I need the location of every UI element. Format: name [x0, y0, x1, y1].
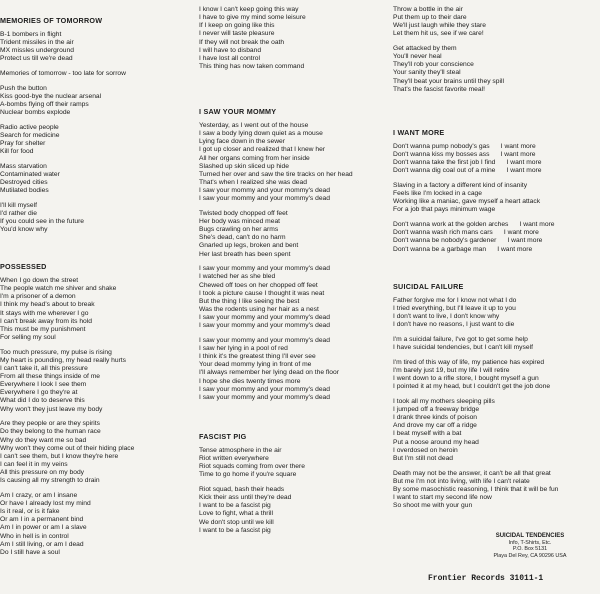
- lyric-line: Working like a maniac, gave myself a heart attack: [393, 198, 541, 206]
- lyric-line: Slashed up skin sliced up hide: [199, 162, 289, 170]
- lyric-line: I tried everything, but I'll leave it up to you: [393, 305, 516, 313]
- lyric-line: Who in hell is in control: [0, 532, 69, 540]
- lyric-line: I took a picture cause I thought it was neat: [199, 289, 325, 297]
- lyric-line: Put a noose around my head: [393, 438, 479, 446]
- lyric-line: Let them hit us, see if we care!: [393, 30, 484, 38]
- stanza: [199, 486, 389, 535]
- song-memories-of-tomorrow: [0, 16, 190, 241]
- lyric-line: Or am I in a permanent bind: [0, 516, 84, 524]
- lyric-line: I'm tired of this way of life, my patience has expired: [393, 358, 545, 366]
- lyric-line: I can't see them, but I know they're here: [0, 452, 119, 460]
- lyric-line: B-1 bombers in flight: [0, 31, 62, 38]
- lyric-line: I want to be a fascist pig: [199, 502, 271, 510]
- stanza: [393, 398, 583, 463]
- lyric-line: Love to fight, what a thrill: [199, 510, 273, 518]
- lyric-line: All her organs coming from her inside: [199, 154, 310, 162]
- stanza: [0, 420, 190, 485]
- song-suicidal-failure: [393, 282, 583, 517]
- lyric-line: Kill for food: [0, 148, 34, 156]
- stanza: [393, 470, 583, 511]
- stanza: [0, 349, 190, 414]
- lyric-line: I'm a prisoner of a demon: [0, 293, 76, 301]
- lyric-line: I beat myself with a bat: [393, 430, 462, 438]
- lyric-line: Search for medicine: [0, 131, 60, 139]
- lyric-line: Don't wanna work at the golden arches I want more: [393, 221, 555, 229]
- lyric-line: Mutilated bodies: [0, 187, 49, 195]
- lyric-line: MX missles underground: [0, 47, 74, 55]
- lyric-line: Was the rodents using her hair as a nest: [199, 305, 319, 313]
- lyric-line: A-bombs flying off their ramps: [0, 100, 89, 108]
- song-title: I SAW YOUR MOMMY: [199, 107, 277, 116]
- lyric-line: Tense atmosphere in the air: [199, 447, 282, 454]
- lyric-line: When I go down the street: [0, 277, 79, 284]
- song-title: I WANT MORE: [393, 128, 445, 137]
- lyric-line: I overdosed on heroin: [393, 446, 458, 454]
- stanza: [0, 202, 190, 235]
- lyric-line: Why do they want me so bad: [0, 436, 87, 444]
- song-continued: [199, 6, 389, 78]
- stanza: [393, 297, 583, 330]
- lyric-line: I'll always remember her lying dead on the floor: [199, 369, 339, 377]
- lyric-line: Pray for shelter: [0, 140, 46, 148]
- stanza: [199, 210, 389, 259]
- lyric-line: For selling my soul: [0, 333, 56, 341]
- lyric-line: I jumped off a freeway bridge: [393, 406, 480, 414]
- lyric-line: You'd know why: [0, 226, 48, 234]
- lyric-line: Is causing all my strength to drain: [0, 477, 100, 485]
- lyric-line: I'd rather die: [0, 210, 37, 218]
- lyric-line: I can feel it in my veins: [0, 460, 68, 468]
- stanza: [0, 492, 190, 557]
- stanza: [199, 447, 389, 480]
- song-title: POSSESSED: [0, 262, 47, 271]
- lyric-line: Throw a bottle in the air: [393, 6, 463, 13]
- lyric-line: I want to start my second life now: [393, 493, 492, 501]
- lyric-line: I want to be a fascist pig: [199, 526, 271, 534]
- band-name: SUICIDAL TENDENCIES: [495, 533, 565, 539]
- song-title: FASCIST PIG: [199, 432, 247, 441]
- stanza: [393, 359, 583, 392]
- lyric-line: I think it's the greatest thing I'll ever see: [199, 353, 316, 361]
- lyric-line: I can't break away from its hold: [0, 317, 92, 325]
- stanza: [0, 277, 190, 342]
- lyric-line: Is it real, or is it fake: [0, 508, 60, 516]
- lyric-line: From all these things inside of me: [0, 373, 100, 381]
- lyric-line: Your dead mommy lying in front of me: [199, 361, 312, 369]
- lyric-line: Everywhere I go they're at: [0, 389, 78, 397]
- lyric-line: Yesterday, as I went out of the house: [199, 122, 309, 129]
- lyric-line: Riot written everywhere: [199, 455, 269, 463]
- lyric-line: If you could see in the future: [0, 218, 85, 226]
- lyric-line: Or have I already lost my mind: [0, 500, 91, 508]
- lyric-line: Why won't they come out of their hiding place: [0, 444, 135, 452]
- lyric-line: Am I still living, or am I dead: [0, 540, 84, 548]
- lyric-line: I think my head's about to break: [0, 301, 95, 309]
- lyric-line: Put them up to their dare: [393, 14, 467, 22]
- lyric-line: I pointed it at my head, but I couldn't get the job done: [393, 383, 551, 391]
- lyric-line: I saw your mommy and your mommy's dead: [199, 265, 330, 273]
- stanza: [393, 143, 583, 176]
- lyric-line: Everywhere I look I see them: [0, 381, 87, 389]
- lyric-line: But I'm still not dead: [393, 454, 454, 462]
- song-title: MEMORIES OF TOMORROW: [0, 16, 103, 25]
- lyric-line: Mass starvation: [0, 162, 47, 170]
- lyric-line: Riot squad, bash their heads: [199, 486, 285, 494]
- lyric-line: Too much pressure, my pulse is rising: [0, 348, 112, 356]
- lyric-line: I went down to a rifle store, I bought myself a gun: [393, 375, 539, 383]
- lyric-line: Her last breath has been spent: [199, 250, 291, 258]
- lyric-line: And drove my car off a ridge: [393, 422, 477, 430]
- lyric-line: I can't take it, all this pressure: [0, 364, 88, 372]
- lyric-line: I saw your mommy and your mommy's dead: [199, 187, 330, 195]
- lyric-line: Twisted body chopped off feet: [199, 209, 288, 217]
- lyric-line: This thing has now taken command: [199, 62, 305, 70]
- credits-line-3: Playa Del Rey, CA 90296 USA: [493, 552, 567, 559]
- lyric-line: I don't want to live, I don't know why: [393, 313, 500, 321]
- stanza: [393, 45, 583, 94]
- lyric-line: I saw your mommy and your mommy's dead: [199, 322, 330, 330]
- lyric-line: I saw your mommy and your mommy's dead: [199, 314, 330, 322]
- lyric-line: Contaminated water: [0, 170, 60, 178]
- stanza: [393, 182, 583, 215]
- lyric-line: She's dead, can't do no harm: [199, 234, 286, 242]
- lyric-line: I saw a body lying down quiet as a mouse: [199, 130, 323, 138]
- song-title: SUICIDAL FAILURE: [393, 282, 464, 291]
- lyric-line: Father forgive me for I know not what I do: [393, 297, 517, 304]
- stanza: [0, 70, 190, 78]
- stanza: [199, 122, 389, 203]
- lyric-line: Riot squads coming from over there: [199, 463, 305, 471]
- lyric-line: That's the fascist favorite meal!: [393, 85, 485, 93]
- credits-line-2: P.O. Box 5131: [512, 546, 548, 553]
- lyric-line: I have lost all control: [199, 54, 260, 62]
- song-i-saw-your-mommy: [199, 107, 389, 409]
- lyric-line: Are they people or are they spirits: [0, 420, 100, 428]
- stanza: [199, 6, 389, 71]
- lyric-line: Do I still have a soul: [0, 548, 60, 556]
- lyric-line: I saw your mommy and your mommy's dead: [199, 336, 330, 344]
- stanza: [0, 163, 190, 196]
- lyric-line: Don't wanna be a garbage man I want more: [393, 245, 533, 253]
- lyric-line: But the thing I like seeing the best: [199, 297, 300, 305]
- lyric-line: Memories of tomorrow - too late for sorrow: [0, 70, 126, 78]
- lyric-line: If I keep on going like this: [199, 22, 275, 30]
- lyric-line: Do they belong to the human race: [0, 428, 101, 436]
- lyric-line: Gnarled up legs, broken and bent: [199, 242, 299, 250]
- lyric-line: I saw her lying in a pool of red: [199, 345, 288, 353]
- lyric-line: I saw your mommy and your mommy's dead: [199, 393, 330, 401]
- lyric-line: That's when I realized she was dead: [199, 178, 307, 186]
- lyric-line: Her body was minced meat: [199, 218, 281, 226]
- lyric-line: Am I in power or am I a slave: [0, 524, 87, 532]
- lyric-line: Don't wanna kiss my bosses ass I want more: [393, 151, 536, 159]
- song-possessed: [0, 262, 190, 564]
- catalog-number: Frontier Records 31011-1: [428, 574, 544, 583]
- stanza: [393, 6, 583, 39]
- lyric-line: So shoot me with your gun: [393, 502, 473, 510]
- lyric-line: I'm barely just 19, but my life I will retire: [393, 366, 510, 374]
- lyric-line: Don't wanna dig coal out of a mine I want more: [393, 167, 542, 175]
- lyric-line: Nuclear bombs explode: [0, 109, 71, 117]
- lyric-line: Slaving in a factory a different kind of insanity: [393, 182, 528, 190]
- lyric-line: Chewed off toes on her chopped off feet: [199, 281, 318, 289]
- song-continued: [393, 6, 583, 100]
- song-fascist-pig: [199, 432, 389, 541]
- lyric-line: We'll just laugh while they stare: [393, 22, 486, 30]
- stanza: [199, 337, 389, 402]
- stanza: [393, 221, 583, 254]
- lyric-line: Time to go home if you're square: [199, 471, 297, 479]
- lyric-line: Kiss good-bye the nuclear arsenal: [0, 92, 102, 100]
- lyric-line: What did I do to deserve this: [0, 397, 85, 405]
- lyric-line: Radio active people: [0, 123, 59, 131]
- lyric-line: Don't wanna wash rich mans cars I want more: [393, 229, 539, 237]
- credits-line-1: Info, T-Shirts, Etc.: [508, 539, 552, 546]
- lyric-line: I'm a suicidal failure, I've got to get some help: [393, 336, 528, 344]
- stanza: [0, 85, 190, 118]
- lyric-line: Don't wanna be nobody's gardener I want more: [393, 237, 543, 245]
- lyric-line: Destroyed cities: [0, 179, 48, 187]
- lyric-line: Don't wanna take the first job I find I want more: [393, 159, 542, 167]
- lyric-line: But me I'm not into living, with life I can't relate: [393, 477, 530, 485]
- lyric-line: Lying face down in the sewer: [199, 138, 285, 146]
- lyric-line: I never will taste pleasure: [199, 30, 275, 38]
- lyric-line: I'll kill myself: [0, 201, 37, 209]
- lyric-line: Bugs crawling on her arms: [199, 226, 279, 234]
- stanza: [0, 124, 190, 157]
- lyric-line: We don't stop until we kill: [199, 518, 274, 526]
- lyric-line: I hope she dies twenty times more: [199, 377, 301, 385]
- lyric-line: My heart is pounding, my head really hurts: [0, 356, 127, 364]
- lyric-line: Kick their ass until they're dead: [199, 494, 292, 502]
- lyric-line: I saw your mommy and your mommy's dead: [199, 385, 330, 393]
- lyric-line: Get attacked by them: [393, 45, 457, 53]
- lyric-line: I saw your mommy and your mommy's dead: [199, 195, 330, 203]
- lyric-line: Why won't they just leave my body: [0, 405, 103, 413]
- lyric-line: I got up closer and realized that I knew her: [199, 146, 326, 154]
- lyric-line: If they will not break the oath: [199, 38, 285, 46]
- lyric-line: By some masochistic reasoning, I think that it will be fun: [393, 485, 559, 493]
- lyric-line: All this pressure on my body: [0, 469, 85, 477]
- lyric-line: I have suicidal tendencies, but I can't kill myself: [393, 344, 533, 352]
- lyric-line: Protect us till we're dead: [0, 55, 73, 63]
- lyric-line: They'll rob your conscience: [393, 61, 474, 69]
- lyric-line: Don't wanna pump nobody's gas I want more: [393, 143, 536, 150]
- lyric-line: Push the button: [0, 84, 47, 92]
- band-credits: [475, 533, 585, 559]
- lyric-line: I watched her as she bled: [199, 273, 276, 281]
- stanza: [0, 31, 190, 64]
- lyric-line: I took all my mothers sleeping pills: [393, 397, 495, 405]
- lyric-line: For a job that pays minimum wage: [393, 206, 496, 214]
- stanza: [199, 265, 389, 330]
- lyric-line: I know I can't keep going this way: [199, 6, 299, 13]
- lyric-line: I don't have no reasons, I just want to die: [393, 321, 515, 329]
- stanza: [393, 336, 583, 352]
- song-i-want-more: [393, 128, 583, 260]
- lyric-line: Your sanity they'll steal: [393, 69, 461, 77]
- lyric-line: I drank three kinds of poison: [393, 414, 478, 422]
- lyric-line: I have to give my mind some leisure: [199, 14, 306, 22]
- lyric-line: Am I crazy, or am I insane: [0, 491, 78, 499]
- lyric-line: You'll never heal: [393, 53, 442, 61]
- lyric-line: Turned her over and saw the tire tracks on her head: [199, 170, 353, 178]
- lyric-line: This must be my punishment: [0, 325, 86, 333]
- lyric-line: Death may not be the answer, it can't be all that great: [393, 469, 551, 477]
- lyric-line: They'll beat your brains until they spill: [393, 77, 504, 85]
- lyric-line: It stays with me wherever I go: [0, 309, 89, 317]
- lyric-line: The people watch me shiver and shake: [0, 285, 117, 293]
- lyric-line: Trident missiles in the air: [0, 39, 74, 47]
- lyric-line: Feels like I'm locked in a cage: [393, 190, 482, 198]
- lyric-line: I will have to disband: [199, 46, 262, 54]
